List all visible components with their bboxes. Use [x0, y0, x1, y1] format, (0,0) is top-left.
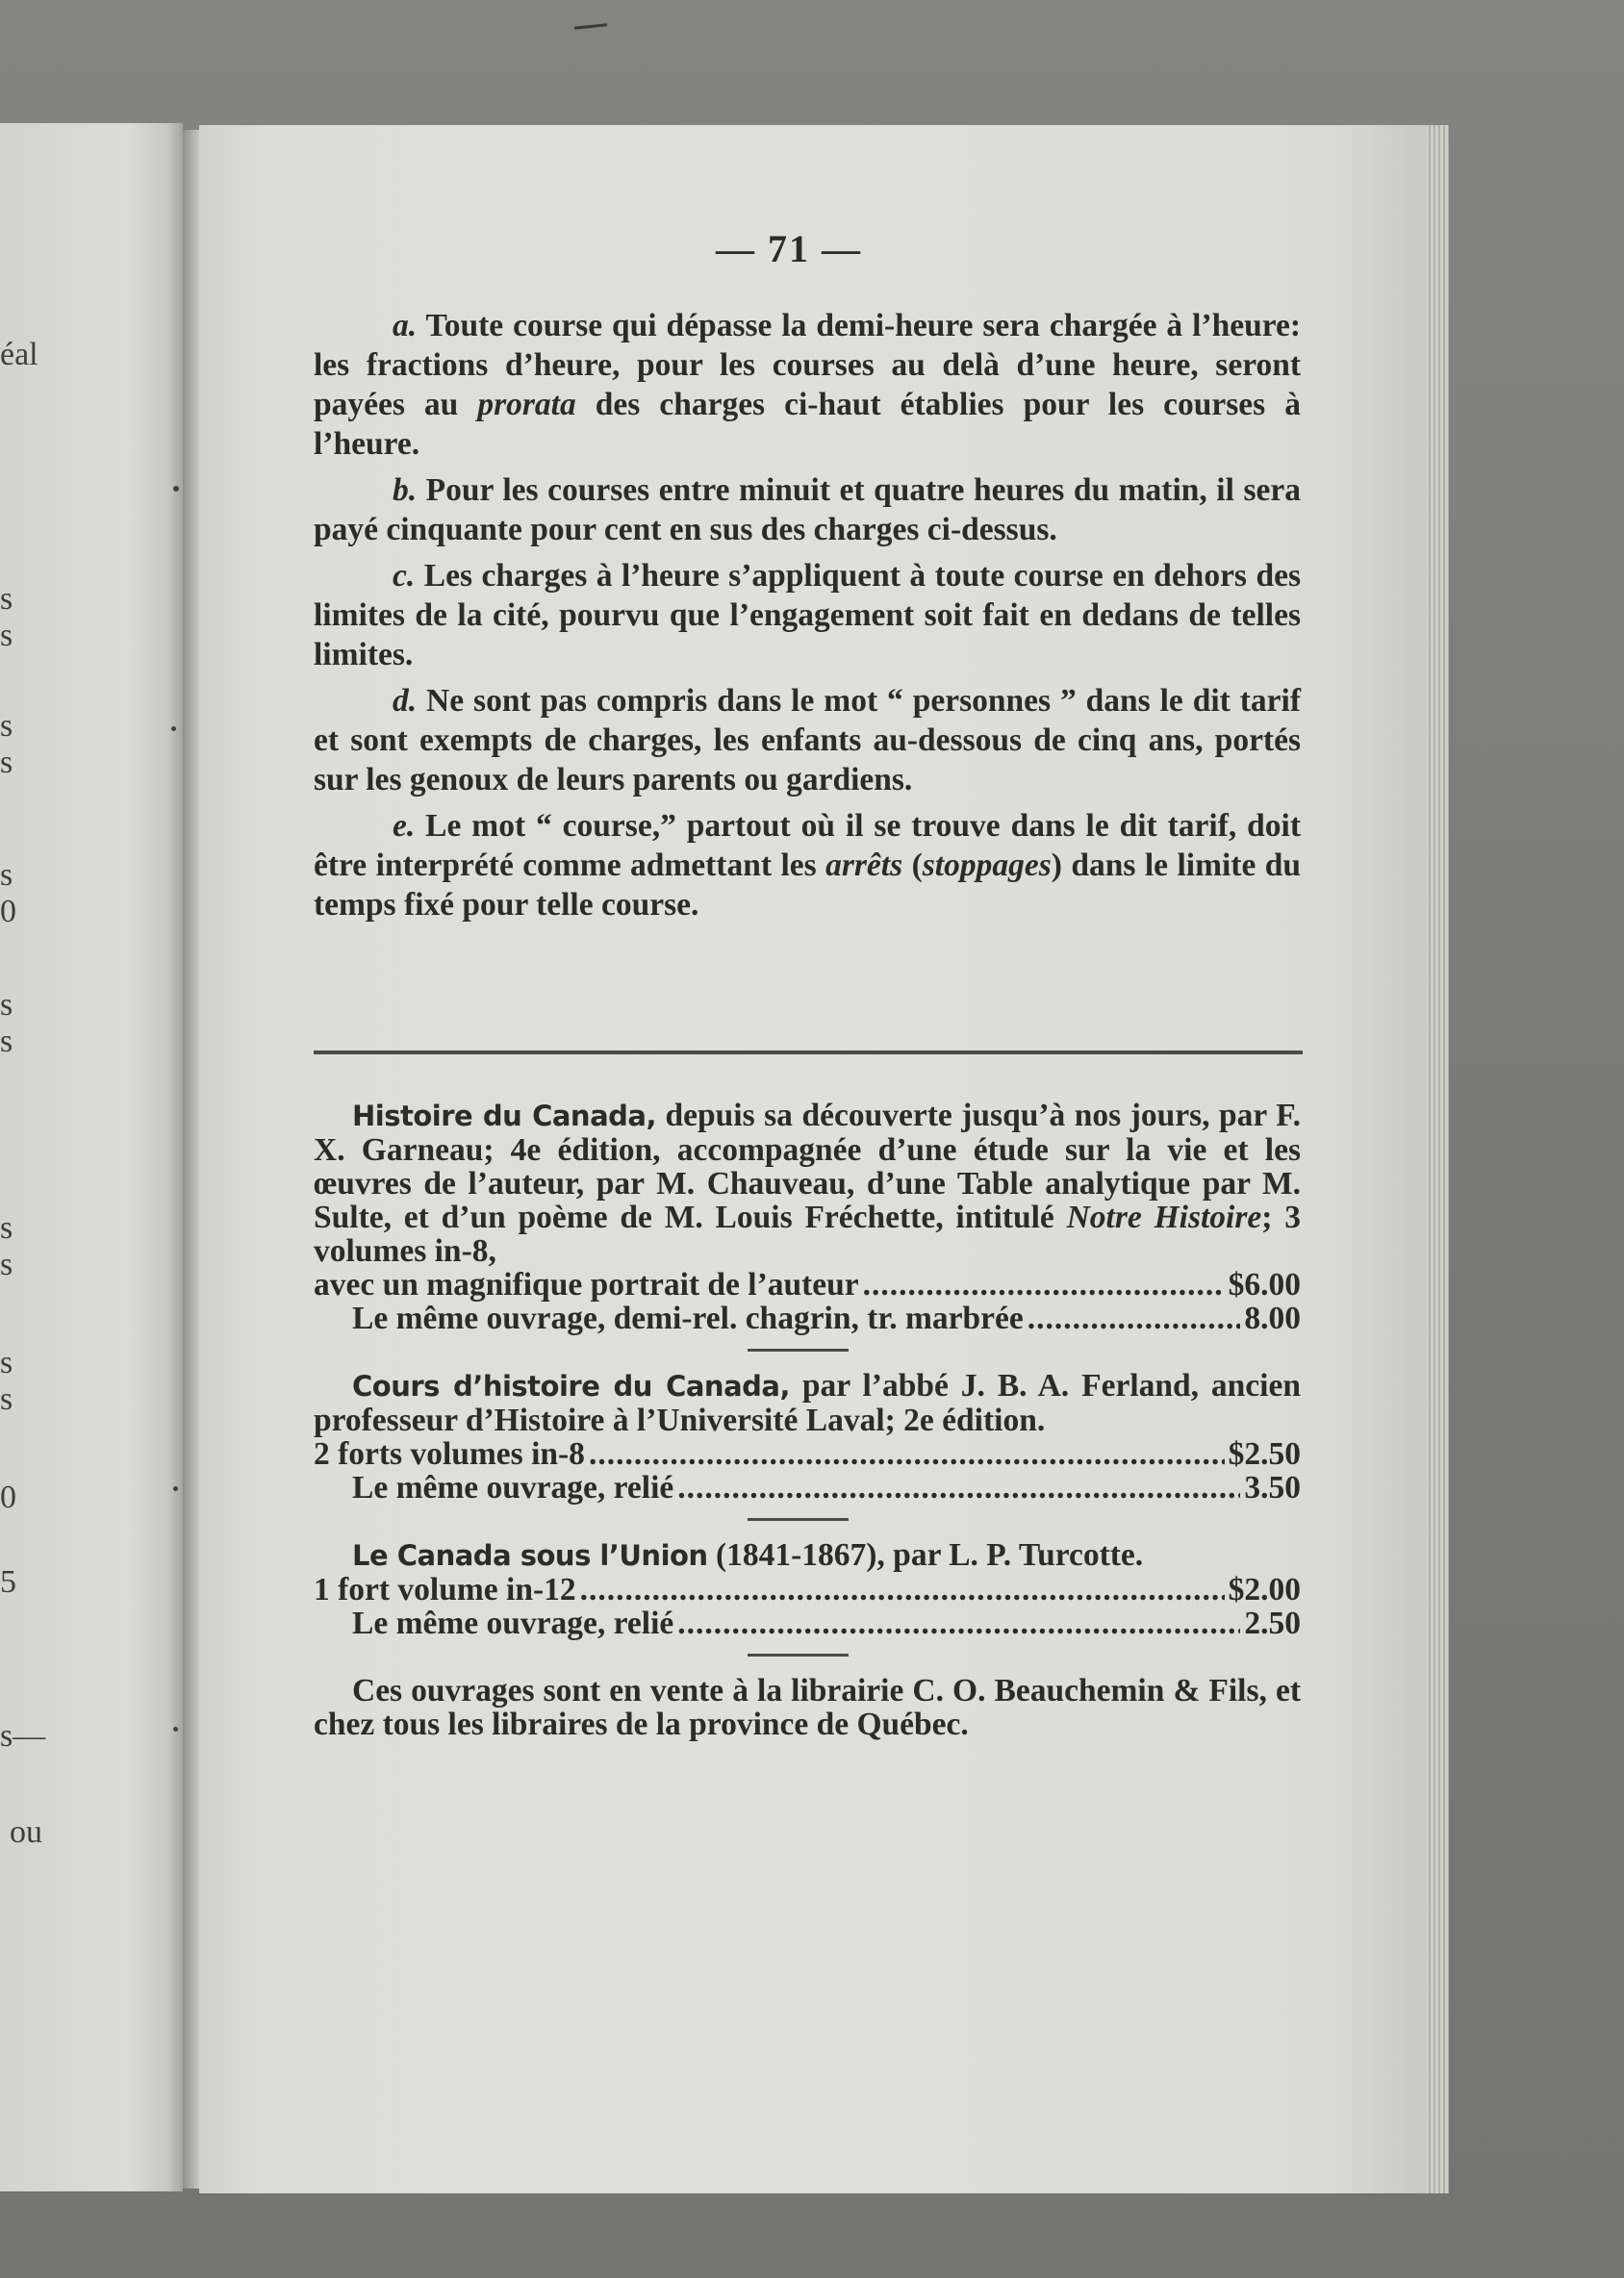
- left-page-fragment: s: [0, 1210, 13, 1246]
- price-line: 2 forts volumes in-8 ..... $2.50: [314, 1437, 1301, 1471]
- left-page-fragment: s: [0, 857, 13, 893]
- leader-dots: [863, 1268, 1225, 1302]
- ad-title: Cours d’histoire du Canada,: [352, 1370, 790, 1403]
- price: $2.00: [1228, 1572, 1301, 1607]
- price: $6.00: [1228, 1267, 1301, 1303]
- left-page-fragment: s: [0, 1024, 13, 1059]
- ad-ferland-text: Cours d’histoire du Canada, par l’abbé J. B. A. Ferland, ancien professeur d’Histoire à l’Université Laval; 2e édition.: [314, 1368, 1301, 1438]
- ad-title: Histoire du Canada,: [352, 1100, 656, 1132]
- left-page-fragment: s: [0, 1247, 13, 1282]
- tariff-note-d: d. Ne sont pas compris dans le mot “ personnes ” dans le dit tarif et sont exempts de charges, les enfants au-dessous de cinq ans, portés sur les genoux de leurs parents ou gardiens.: [314, 683, 1301, 797]
- price: 2.50: [1244, 1606, 1301, 1641]
- left-page-fragment: s: [0, 1381, 13, 1417]
- tariff-note-b: b. Pour les courses entre minuit et quatre heures du matin, il sera payé cinquante pour cent en sus des charges ci-dessus.: [314, 472, 1301, 547]
- short-divider: [748, 1654, 849, 1657]
- leader-dots: [1028, 1302, 1241, 1335]
- binding-mark: [173, 486, 179, 492]
- ad-garneau-text: Histoire du Canada, depuis sa découverte jusqu’à nos jours, par F. X. Garneau; 4e édition, accompagnée d’une étude sur la vie et les œuvres de l’auteur, par M. Chauveau, d’une Table analytique par M. Sulte, et d’un poème de M. Louis Fréchette, intitulé Notre Histoire; 3 volumes in-8,: [314, 1098, 1302, 1269]
- ad-turcotte: [314, 1538, 1301, 1640]
- left-page-fragment: s: [0, 618, 13, 653]
- tariff-note-c: c. Les charges à l’heure s’appliquent à toute course en dehors des limites de la cité, pourvu que l’engagement soit fait en dedans de telles limites.: [314, 558, 1301, 672]
- leader-dots: [677, 1607, 1240, 1640]
- leader-dots: [677, 1471, 1240, 1505]
- binding-mark: [173, 1486, 178, 1491]
- price-line: 1 fort volume in-12 ..... $2.00: [314, 1573, 1301, 1607]
- left-page-fragment: 0: [0, 894, 16, 929]
- left-page-fragment: s: [0, 987, 13, 1023]
- price-line: Le même ouvrage, relié ..... 3.50: [314, 1471, 1301, 1505]
- left-page-fragment: ou: [10, 1814, 42, 1850]
- page-edge: [1426, 125, 1449, 2193]
- left-page-fragment: s: [0, 745, 13, 780]
- section-divider: [314, 1050, 1303, 1054]
- ad-turcotte-text: Le Canada sous l’Union (1841-1867), par L. P. Turcotte.: [352, 1537, 1144, 1573]
- binding-mark: [173, 1727, 178, 1732]
- tariff-notes: [314, 306, 1301, 931]
- price: 8.00: [1244, 1301, 1301, 1336]
- left-page-fragment: 0: [0, 1480, 16, 1515]
- left-page-fragment: s: [0, 708, 13, 744]
- advertisements: [314, 1099, 1301, 1741]
- left-page-fragment: s: [0, 1345, 13, 1380]
- ad-garneau: [314, 1099, 1301, 1335]
- price-line: Le même ouvrage, demi-rel. chagrin, tr. marbrée ..... 8.00: [314, 1302, 1301, 1335]
- left-facing-page: [0, 123, 183, 2191]
- ad-footer: Ces ouvrages sont en vente à la librairie C. O. Beauchemin & Fils, et chez tous les libraires de la province de Québec.: [314, 1673, 1301, 1742]
- left-page-fragment: s: [0, 581, 13, 617]
- binding-mark: [171, 726, 176, 731]
- short-divider: [748, 1518, 849, 1521]
- price: $2.50: [1228, 1436, 1301, 1472]
- left-page-fragment: 5: [0, 1564, 16, 1600]
- price-line: Le même ouvrage, relié ..... 2.50: [314, 1607, 1301, 1640]
- ad-ferland: [314, 1369, 1301, 1505]
- price: 3.50: [1244, 1470, 1301, 1506]
- left-page-fragment: s—: [0, 1718, 46, 1754]
- leader-dots: [580, 1573, 1225, 1607]
- tariff-note-e: e. Le mot “ course,” partout où il se trouve dans le dit tarif, doit être interprété comme admettant les arrêts (stoppages) dans le limite du temps fixé pour telle course.: [314, 808, 1302, 923]
- page-number: — 71 —: [716, 227, 862, 270]
- leader-dots: [589, 1437, 1225, 1471]
- ad-title: Le Canada sous l’Union: [352, 1539, 708, 1572]
- tariff-note-a: a. Toute course qui dépasse la demi-heure sera chargée à l’heure: les fractions d’heure, pour les courses au delà d’une heure, seront payées au prorata des charges ci-haut établies pour les courses à l’heure.: [314, 308, 1301, 462]
- short-divider: [748, 1349, 849, 1352]
- left-page-fragment: éal: [0, 337, 38, 372]
- price-line: avec un magnifique portrait de l’auteur ..... $6.00: [314, 1268, 1301, 1302]
